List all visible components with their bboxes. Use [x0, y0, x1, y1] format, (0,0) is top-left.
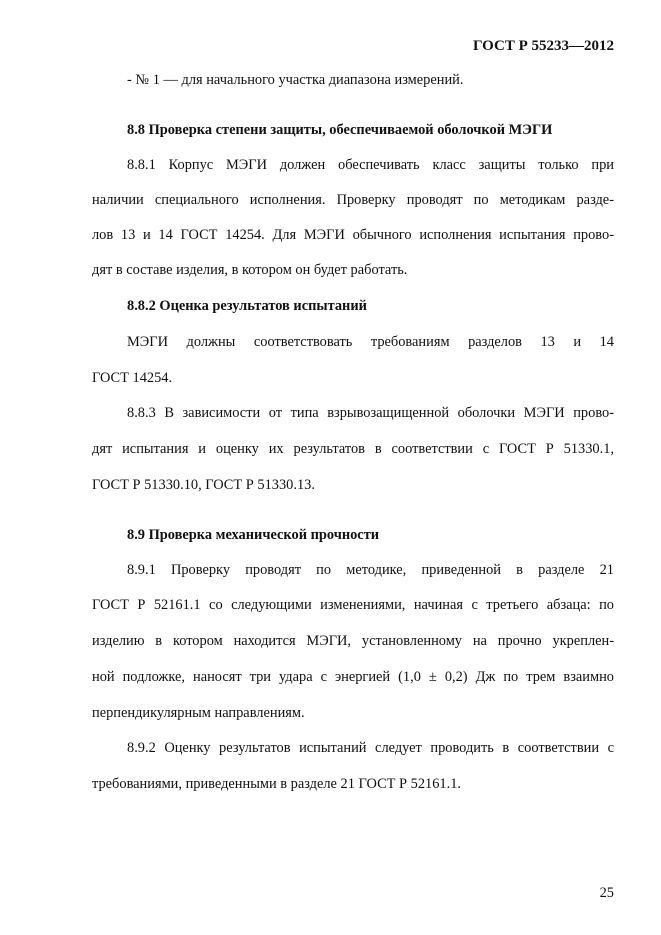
section-heading-8-8: 8.8 Проверка степени защиты, обеспечиваемой оболочкой МЭГИ [127, 122, 553, 138]
paragraph-line: ГОСТ 14254. [92, 370, 173, 386]
page-number: 25 [599, 885, 614, 901]
section-heading-8-9: 8.9 Проверка механической прочности [127, 527, 380, 543]
paragraph-line: наличии специального исполнения. Проверку проводят по методикам разде- [92, 192, 614, 208]
paragraph-line: 8.8.3 В зависимости от типа взрывозащищенной оболочки МЭГИ прово- [127, 405, 614, 421]
paragraph-line: лов 13 и 14 ГОСТ 14254. Для МЭГИ обычного исполнения испытания прово- [92, 227, 614, 243]
paragraph-line: ГОСТ Р 51330.10, ГОСТ Р 51330.13. [92, 477, 315, 493]
paragraph-line: изделию в котором находится МЭГИ, установленному на прочно укреплен- [92, 633, 614, 649]
paragraph-line: ГОСТ Р 52161.1 со следующими изменениями, начиная с третьего абзаца: по [92, 597, 614, 613]
paragraph-line: дят испытания и оценку их результатов в соответствии с ГОСТ Р 51330.1, [92, 441, 614, 457]
subsection-heading-8-8-2: 8.8.2 Оценка результатов испытаний [127, 298, 367, 314]
paragraph-line: требованиями, приведенными в разделе 21 ГОСТ Р 52161.1. [92, 776, 462, 792]
list-item: - № 1 — для начального участка диапазона измерений. [127, 72, 464, 88]
document-header: ГОСТ Р 55233—2012 [472, 38, 614, 54]
paragraph-line: перпендикулярным направлениям. [92, 705, 305, 721]
paragraph-line: ной подложке, наносят три удара с энергией (1,0 ± 0,2) Дж по трем взаимно [92, 669, 614, 685]
paragraph-line: 8.8.1 Корпус МЭГИ должен обеспечивать класс защиты только при [127, 157, 614, 173]
paragraph-line: дят в составе изделия, в котором он будет работать. [92, 262, 408, 278]
paragraph-line: 8.9.2 Оценку результатов испытаний следует проводить в соответствии с [127, 740, 614, 756]
paragraph-line: 8.9.1 Проверку проводят по методике, приведенной в разделе 21 [127, 562, 614, 578]
paragraph-line: МЭГИ должны соответствовать требованиям разделов 13 и 14 [127, 334, 614, 350]
